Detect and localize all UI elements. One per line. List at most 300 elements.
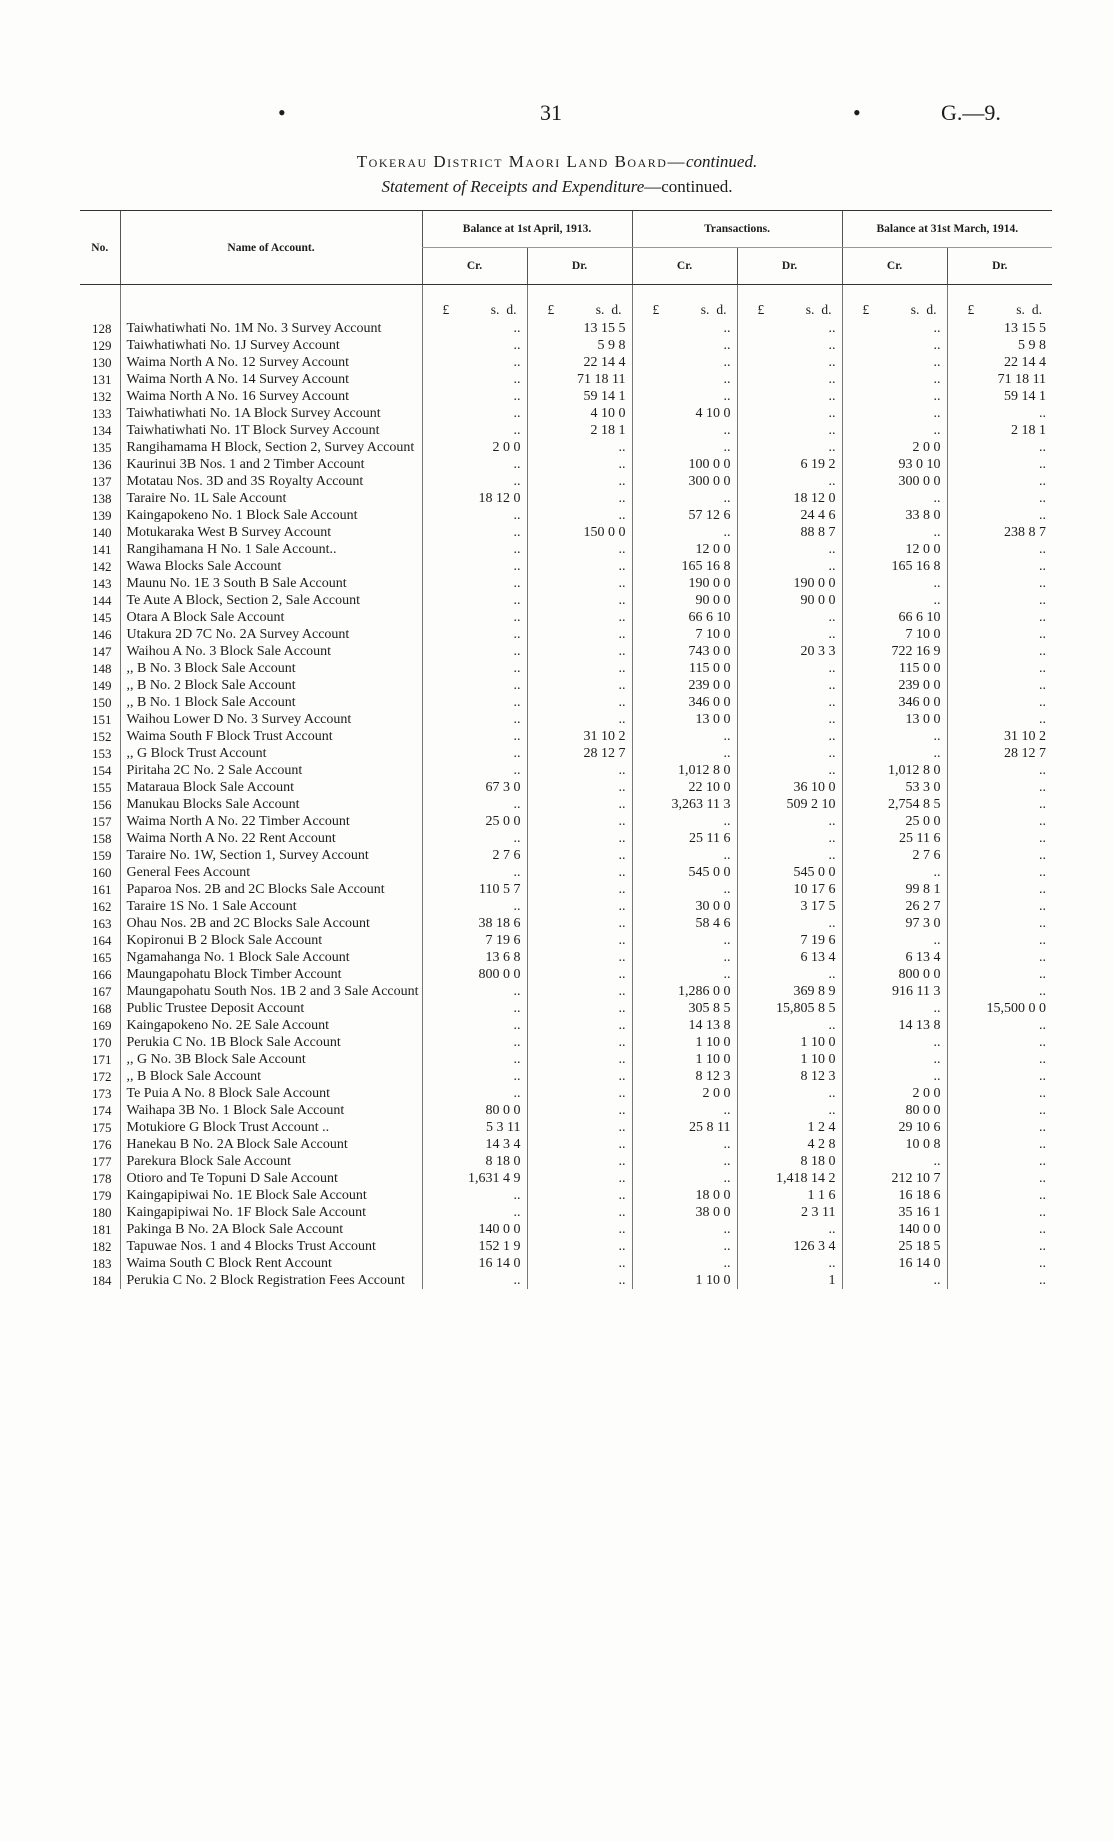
balance-1914-dr-cell: .. — [947, 677, 1052, 694]
balance-1914-dr-cell: .. — [947, 847, 1052, 864]
column-header-transactions: Transactions. — [632, 211, 842, 248]
account-name-cell — [120, 473, 422, 490]
transactions-cr-cell: 38 0 0 — [632, 1204, 737, 1221]
transactions-dr-cell: .. — [737, 371, 842, 388]
transactions-cr-cell: 90 0 0 — [632, 592, 737, 609]
balance-1914-dr-cell: .. — [947, 1017, 1052, 1034]
account-number: 130 — [92, 355, 112, 370]
balance-1913-dr-cell: 2 18 1 — [527, 422, 632, 439]
balance-1913-cr-cell: 110 5 7 — [422, 881, 527, 898]
table-row — [80, 1187, 1052, 1204]
account-number: 154 — [92, 763, 112, 778]
table-row — [80, 1119, 1052, 1136]
pound-sign: £ — [862, 302, 870, 317]
table-row — [80, 507, 1052, 524]
table-row — [80, 745, 1052, 762]
balance-1913-dr-cell: .. — [527, 1204, 632, 1221]
account-number: 161 — [92, 882, 112, 897]
pence-label: d. — [1031, 302, 1043, 317]
balance-1913-cr-cell: 14 3 4 — [422, 1136, 527, 1153]
account-number: 156 — [92, 797, 112, 812]
table-row — [80, 456, 1052, 473]
account-number: 129 — [92, 338, 112, 353]
account-number: 169 — [92, 1018, 112, 1033]
account-number: 131 — [92, 372, 112, 387]
table-row — [80, 932, 1052, 949]
account-name: ,, B No. 3 Block Sale Account — [126, 661, 296, 676]
transactions-cr-cell: 3,263 11 3 — [632, 796, 737, 813]
transactions-cr-cell: .. — [632, 932, 737, 949]
units-cell — [422, 285, 527, 321]
transactions-cr-cell: .. — [632, 949, 737, 966]
account-number: 140 — [92, 525, 112, 540]
balance-1913-dr-cell: .. — [527, 626, 632, 643]
transactions-cr-cell: .. — [632, 1238, 737, 1255]
account-name-cell — [120, 1255, 422, 1272]
balance-1914-cr-cell: .. — [842, 388, 947, 405]
balance-1914-cr-cell: 7 10 0 — [842, 626, 947, 643]
balance-1914-cr-cell: 14 13 8 — [842, 1017, 947, 1034]
account-name-cell — [120, 592, 422, 609]
account-name-cell — [120, 1170, 422, 1187]
transactions-cr-cell: 14 13 8 — [632, 1017, 737, 1034]
shillings-label: s. — [700, 302, 710, 317]
table-row — [80, 966, 1052, 983]
units-cell — [842, 285, 947, 321]
transactions-cr-cell: 239 0 0 — [632, 677, 737, 694]
transactions-cr-cell: .. — [632, 439, 737, 456]
balance-1913-dr-cell: .. — [527, 1187, 632, 1204]
balance-1913-cr-cell: .. — [422, 796, 527, 813]
column-header-dr: Dr. — [737, 248, 842, 285]
transactions-dr-cell: 90 0 0 — [737, 592, 842, 609]
transactions-dr-cell: .. — [737, 745, 842, 762]
balance-1914-dr-cell: 31 10 2 — [947, 728, 1052, 745]
balance-1913-dr-cell: .. — [527, 1000, 632, 1017]
balance-1913-cr-cell: 8 18 0 — [422, 1153, 527, 1170]
column-header-dr: Dr. — [527, 248, 632, 285]
transactions-cr-cell: .. — [632, 728, 737, 745]
transactions-dr-cell: 4 2 8 — [737, 1136, 842, 1153]
balance-1913-cr-cell: .. — [422, 1051, 527, 1068]
balance-1913-dr-cell: .. — [527, 541, 632, 558]
account-name: Pakinga B No. 2A Block Sale Account — [126, 1222, 344, 1237]
account-number: 167 — [92, 984, 112, 999]
account-name: Mataraua Block Sale Account — [126, 780, 295, 795]
transactions-cr-cell: 22 10 0 — [632, 779, 737, 796]
table-row — [80, 405, 1052, 422]
table-row — [80, 541, 1052, 558]
transactions-dr-cell: .. — [737, 541, 842, 558]
balance-1913-dr-cell: .. — [527, 456, 632, 473]
table-row — [80, 575, 1052, 592]
shillings-label: s. — [1016, 302, 1025, 317]
balance-1914-cr-cell: 1,012 8 0 — [842, 762, 947, 779]
account-name-cell — [120, 456, 422, 473]
balance-1914-dr-cell: .. — [947, 1051, 1052, 1068]
transactions-cr-cell: .. — [632, 966, 737, 983]
pence-label: d. — [926, 302, 937, 317]
table-row — [80, 371, 1052, 388]
account-number: 173 — [92, 1086, 112, 1101]
account-name-cell — [120, 1221, 422, 1238]
balance-1913-cr-cell: .. — [422, 660, 527, 677]
account-name: Waima South C Block Rent Account — [126, 1256, 332, 1271]
balance-1913-dr-cell: .. — [527, 1238, 632, 1255]
table-row — [80, 1204, 1052, 1221]
account-name: Rangihamama H Block, Section 2, Survey Account — [126, 440, 415, 455]
table-row — [80, 1034, 1052, 1051]
balance-1914-dr-cell: .. — [947, 1153, 1052, 1170]
transactions-dr-cell: 1 10 0 — [737, 1034, 842, 1051]
balance-1914-dr-cell: .. — [947, 796, 1052, 813]
account-name-cell — [120, 1272, 422, 1289]
balance-1914-dr-cell: .. — [947, 949, 1052, 966]
balance-1914-cr-cell: 97 3 0 — [842, 915, 947, 932]
account-name-cell — [120, 490, 422, 507]
balance-1913-dr-cell: .. — [527, 813, 632, 830]
transactions-cr-cell: 25 11 6 — [632, 830, 737, 847]
transactions-dr-cell: 1 1 6 — [737, 1187, 842, 1204]
balance-1914-cr-cell: .. — [842, 1272, 947, 1289]
pound-sign: £ — [967, 302, 975, 317]
account-number: 147 — [92, 644, 112, 659]
table-row — [80, 660, 1052, 677]
account-number: 178 — [92, 1171, 112, 1186]
balance-1914-cr-cell: 722 16 9 — [842, 643, 947, 660]
shillings-label: s. — [595, 302, 605, 317]
table-row — [80, 388, 1052, 405]
balance-1914-cr-cell: .. — [842, 405, 947, 422]
table-row — [80, 558, 1052, 575]
account-name-cell — [120, 1068, 422, 1085]
balance-1914-cr-cell: 16 18 6 — [842, 1187, 947, 1204]
account-name-cell — [120, 813, 422, 830]
balance-1913-dr-cell: .. — [527, 609, 632, 626]
account-name: Hanekau B No. 2A Block Sale Account — [126, 1137, 348, 1152]
account-name-cell — [120, 1000, 422, 1017]
account-name: Motatau Nos. 3D and 3S Royalty Account — [126, 474, 364, 489]
balance-1913-dr-cell: .. — [527, 983, 632, 1000]
transactions-dr-cell: 509 2 10 — [737, 796, 842, 813]
account-name: Taiwhatiwhati No. 1T Block Survey Account — [126, 423, 380, 438]
table-row — [80, 422, 1052, 439]
transactions-dr-cell: 1,418 14 2 — [737, 1170, 842, 1187]
transactions-dr-cell: .. — [737, 405, 842, 422]
table-row — [80, 779, 1052, 796]
balance-1913-dr-cell: .. — [527, 711, 632, 728]
account-number: 157 — [92, 814, 112, 829]
balance-1914-cr-cell: 35 16 1 — [842, 1204, 947, 1221]
subtitle-continued: —continued. — [644, 177, 733, 196]
balance-1914-dr-cell: .. — [947, 660, 1052, 677]
transactions-dr-cell: .. — [737, 813, 842, 830]
table-row — [80, 1272, 1052, 1289]
page-subtitle — [0, 177, 1114, 197]
balance-1914-dr-cell: .. — [947, 473, 1052, 490]
account-number: 132 — [92, 389, 112, 404]
balance-1913-cr-cell: .. — [422, 1068, 527, 1085]
balance-1913-dr-cell: .. — [527, 796, 632, 813]
table-row — [80, 1085, 1052, 1102]
balance-1914-cr-cell: .. — [842, 1034, 947, 1051]
account-name-cell — [120, 558, 422, 575]
account-number: 183 — [92, 1256, 112, 1271]
table-row — [80, 847, 1052, 864]
document-code: G.—9. — [941, 100, 1001, 125]
account-name: Maungapohatu Block Timber Account — [126, 967, 342, 982]
balance-1913-cr-cell: .. — [422, 626, 527, 643]
account-name: General Fees Account — [126, 865, 251, 880]
balance-1914-cr-cell: 239 0 0 — [842, 677, 947, 694]
transactions-dr-cell: .. — [737, 915, 842, 932]
transactions-cr-cell: .. — [632, 371, 737, 388]
balance-1914-cr-cell: .. — [842, 422, 947, 439]
balance-1914-cr-cell: 6 13 4 — [842, 949, 947, 966]
account-name: Ngamahanga No. 1 Block Sale Account — [126, 950, 350, 965]
balance-1914-cr-cell: .. — [842, 524, 947, 541]
balance-1913-dr-cell: .. — [527, 643, 632, 660]
account-name: Taraire No. 1W, Section 1, Survey Account — [126, 848, 369, 863]
balance-1914-cr-cell: .. — [842, 320, 947, 337]
balance-1913-cr-cell: .. — [422, 371, 527, 388]
balance-1914-dr-cell: 5 9 8 — [947, 337, 1052, 354]
account-name-cell — [120, 524, 422, 541]
balance-1913-cr-cell: .. — [422, 1187, 527, 1204]
balance-1913-cr-cell: .. — [422, 762, 527, 779]
table-row — [80, 592, 1052, 609]
balance-1913-dr-cell: .. — [527, 592, 632, 609]
balance-1913-dr-cell: 28 12 7 — [527, 745, 632, 762]
balance-1913-cr-cell: 16 14 0 — [422, 1255, 527, 1272]
transactions-cr-cell: 300 0 0 — [632, 473, 737, 490]
balance-1913-cr-cell: .. — [422, 456, 527, 473]
units-cell — [527, 285, 632, 321]
table-row — [80, 762, 1052, 779]
balance-1914-dr-cell: .. — [947, 932, 1052, 949]
account-name: Waima North A No. 12 Survey Account — [126, 355, 349, 370]
account-number: 143 — [92, 576, 112, 591]
balance-1914-cr-cell: 93 0 10 — [842, 456, 947, 473]
balance-1914-dr-cell: .. — [947, 813, 1052, 830]
balance-1913-cr-cell: 2 7 6 — [422, 847, 527, 864]
account-name-cell — [120, 405, 422, 422]
transactions-dr-cell: .. — [737, 1221, 842, 1238]
account-number: 144 — [92, 593, 112, 608]
balance-1914-dr-cell: .. — [947, 1255, 1052, 1272]
transactions-cr-cell: 1,012 8 0 — [632, 762, 737, 779]
account-name: Public Trustee Deposit Account — [126, 1001, 305, 1016]
units-cell — [737, 285, 842, 321]
balance-1914-cr-cell: .. — [842, 745, 947, 762]
transactions-cr-cell: .. — [632, 1255, 737, 1272]
account-name: Kaingapokeno No. 2E Sale Account — [126, 1018, 330, 1033]
transactions-cr-cell: .. — [632, 388, 737, 405]
balance-1913-dr-cell: 59 14 1 — [527, 388, 632, 405]
account-name: Waima North A No. 14 Survey Account — [126, 372, 349, 387]
page-header — [0, 100, 1114, 130]
column-header-balance-1913: Balance at 1st April, 1913. — [422, 211, 632, 248]
balance-1913-cr-cell: .. — [422, 745, 527, 762]
account-number: 160 — [92, 865, 112, 880]
account-number: 181 — [92, 1222, 112, 1237]
transactions-dr-cell: 369 8 9 — [737, 983, 842, 1000]
balance-1914-cr-cell: 25 11 6 — [842, 830, 947, 847]
balance-1913-dr-cell: .. — [527, 677, 632, 694]
account-name: Taraire No. 1L Sale Account — [126, 491, 287, 506]
transactions-cr-cell: 8 12 3 — [632, 1068, 737, 1085]
account-name-cell — [120, 694, 422, 711]
pence-label: d. — [716, 302, 727, 317]
table-row — [80, 694, 1052, 711]
account-name: Te Puia A No. 8 Block Sale Account — [126, 1086, 331, 1101]
transactions-cr-cell: 30 0 0 — [632, 898, 737, 915]
balance-1913-cr-cell: .. — [422, 643, 527, 660]
balance-1914-dr-cell: .. — [947, 1187, 1052, 1204]
balance-1914-dr-cell: .. — [947, 507, 1052, 524]
table-row — [80, 864, 1052, 881]
transactions-dr-cell: .. — [737, 1102, 842, 1119]
account-name: Manukau Blocks Sale Account — [126, 797, 300, 812]
account-name-cell — [120, 575, 422, 592]
account-name: Kaurinui 3B Nos. 1 and 2 Timber Account — [126, 457, 365, 472]
account-name: Tapuwae Nos. 1 and 4 Blocks Trust Account — [126, 1239, 376, 1254]
account-name: Motukaraka West B Survey Account — [126, 525, 332, 540]
transactions-dr-cell: 7 19 6 — [737, 932, 842, 949]
balance-1913-dr-cell: .. — [527, 762, 632, 779]
balance-1914-cr-cell: 10 0 8 — [842, 1136, 947, 1153]
balance-1913-cr-cell: .. — [422, 337, 527, 354]
table-row — [80, 1153, 1052, 1170]
balance-1913-dr-cell: .. — [527, 1272, 632, 1289]
balance-1914-dr-cell: .. — [947, 1034, 1052, 1051]
account-name-cell — [120, 796, 422, 813]
account-name-cell — [120, 660, 422, 677]
balance-1914-dr-cell: .. — [947, 609, 1052, 626]
account-number: 166 — [92, 967, 112, 982]
column-header-no: No. — [80, 211, 120, 285]
account-name: Utakura 2D 7C No. 2A Survey Account — [126, 627, 350, 642]
account-name-cell — [120, 1034, 422, 1051]
transactions-dr-cell: .. — [737, 1255, 842, 1272]
transactions-dr-cell: .. — [737, 388, 842, 405]
transactions-cr-cell: 165 16 8 — [632, 558, 737, 575]
balance-1914-dr-cell: .. — [947, 830, 1052, 847]
balance-1914-dr-cell: .. — [947, 1102, 1052, 1119]
transactions-dr-cell: 24 4 6 — [737, 507, 842, 524]
account-name: Kaingapokeno No. 1 Block Sale Account — [126, 508, 358, 523]
balance-1913-dr-cell: 71 18 11 — [527, 371, 632, 388]
account-name-cell — [120, 745, 422, 762]
account-name: Waima North A No. 16 Survey Account — [126, 389, 349, 404]
balance-1913-dr-cell: 31 10 2 — [527, 728, 632, 745]
table-row — [80, 320, 1052, 337]
table-row — [80, 626, 1052, 643]
transactions-dr-cell: 3 17 5 — [737, 898, 842, 915]
balance-1914-cr-cell: 25 18 5 — [842, 1238, 947, 1255]
account-name-cell — [120, 915, 422, 932]
account-name-cell — [120, 1136, 422, 1153]
balance-1913-cr-cell: 67 3 0 — [422, 779, 527, 796]
balance-1913-dr-cell: .. — [527, 830, 632, 847]
balance-1913-dr-cell: .. — [527, 1051, 632, 1068]
header-bullet: • — [853, 100, 861, 125]
table-row — [80, 915, 1052, 932]
balance-1913-cr-cell: .. — [422, 354, 527, 371]
transactions-dr-cell: .. — [737, 320, 842, 337]
balance-1914-cr-cell: .. — [842, 490, 947, 507]
balance-1913-dr-cell: 22 14 4 — [527, 354, 632, 371]
balance-1913-cr-cell: .. — [422, 405, 527, 422]
transactions-dr-cell: 2 3 11 — [737, 1204, 842, 1221]
table-row — [80, 1051, 1052, 1068]
account-name-cell — [120, 507, 422, 524]
balance-1913-cr-cell: .. — [422, 609, 527, 626]
balance-1913-dr-cell: .. — [527, 558, 632, 575]
balance-1914-cr-cell: 300 0 0 — [842, 473, 947, 490]
account-name-cell — [120, 1204, 422, 1221]
balance-1913-dr-cell: .. — [527, 949, 632, 966]
transactions-cr-cell: 305 8 5 — [632, 1000, 737, 1017]
balance-1913-dr-cell: .. — [527, 1068, 632, 1085]
balance-1913-cr-cell: 18 12 0 — [422, 490, 527, 507]
account-name: Perukia C No. 2 Block Registration Fees Account — [126, 1273, 405, 1288]
account-name: Waihou A No. 3 Block Sale Account — [126, 644, 332, 659]
account-name-cell — [120, 1119, 422, 1136]
column-header-cr: Cr. — [422, 248, 527, 285]
account-number: 175 — [92, 1120, 112, 1135]
account-name-cell — [120, 320, 422, 337]
account-name-cell — [120, 626, 422, 643]
column-header-dr: Dr. — [947, 248, 1052, 285]
balance-1913-cr-cell: .. — [422, 711, 527, 728]
account-name-cell — [120, 1085, 422, 1102]
balance-1914-cr-cell: .. — [842, 932, 947, 949]
transactions-dr-cell: .. — [737, 439, 842, 456]
title-dash: — — [667, 152, 686, 171]
transactions-cr-cell: .. — [632, 354, 737, 371]
balance-1914-cr-cell: .. — [842, 728, 947, 745]
table-row — [80, 728, 1052, 745]
transactions-dr-cell: 6 13 4 — [737, 949, 842, 966]
balance-1914-cr-cell: 25 0 0 — [842, 813, 947, 830]
balance-1914-cr-cell: 346 0 0 — [842, 694, 947, 711]
transactions-dr-cell: 6 19 2 — [737, 456, 842, 473]
table-row — [80, 983, 1052, 1000]
account-number: 158 — [92, 831, 112, 846]
account-name-cell — [120, 1187, 422, 1204]
account-name-cell — [120, 541, 422, 558]
balance-1913-dr-cell: .. — [527, 915, 632, 932]
balance-1913-cr-cell: 152 1 9 — [422, 1238, 527, 1255]
account-number: 180 — [92, 1205, 112, 1220]
account-name: Wawa Blocks Sale Account — [126, 559, 282, 574]
transactions-dr-cell: 545 0 0 — [737, 864, 842, 881]
balance-1914-cr-cell: 2 7 6 — [842, 847, 947, 864]
balance-1914-dr-cell: .. — [947, 1204, 1052, 1221]
balance-1913-cr-cell: .. — [422, 677, 527, 694]
transactions-cr-cell: .. — [632, 1221, 737, 1238]
transactions-dr-cell: .. — [737, 558, 842, 575]
transactions-cr-cell: .. — [632, 881, 737, 898]
transactions-dr-cell: .. — [737, 1017, 842, 1034]
account-name-cell — [120, 643, 422, 660]
transactions-dr-cell: .. — [737, 830, 842, 847]
account-number: 184 — [92, 1273, 112, 1288]
transactions-cr-cell: 1 10 0 — [632, 1051, 737, 1068]
balance-1913-cr-cell: 140 0 0 — [422, 1221, 527, 1238]
balance-1914-cr-cell: .. — [842, 575, 947, 592]
